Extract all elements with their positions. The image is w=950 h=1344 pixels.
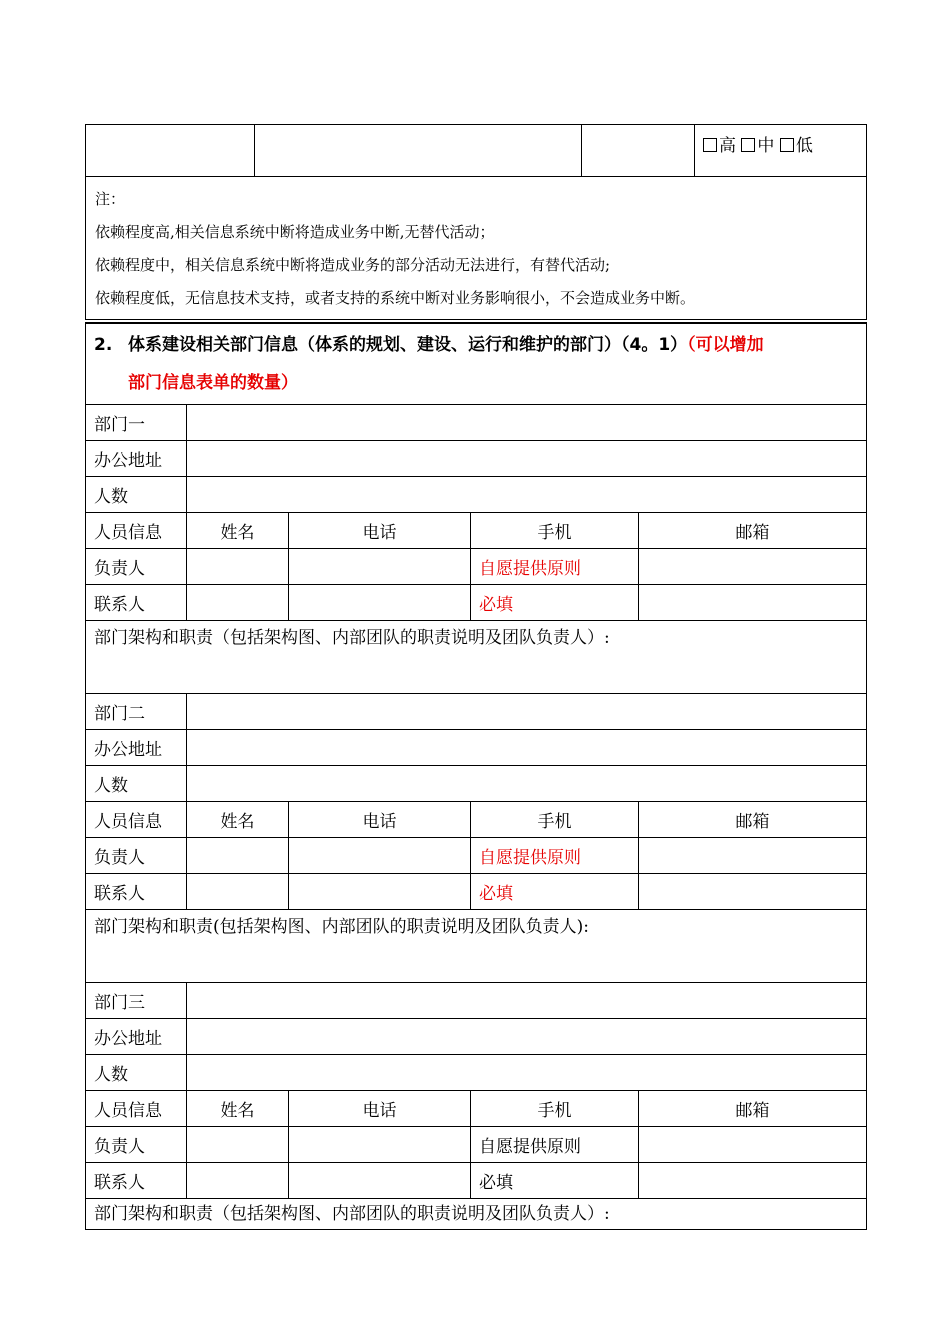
dependency-row (86, 125, 867, 177)
note-low: 依赖程度低，无信息技术支持，或者支持的系统中断对业务影响很小，不会造成业务中断。 (95, 289, 696, 307)
department-block (85, 693, 867, 983)
contact-phone-input[interactable] (289, 1163, 471, 1199)
contact-mobile-note[interactable]: 必填 (471, 874, 639, 910)
contact-label: 联系人 (86, 585, 187, 621)
head-email-input[interactable] (639, 838, 867, 874)
note-mid: 依赖程度中，相关信息系统中断将造成业务的部分活动无法进行，有替代活动; (95, 256, 611, 274)
checkbox-high[interactable] (703, 138, 717, 152)
head-phone-input[interactable] (289, 1127, 471, 1163)
form-sheet (85, 124, 866, 1230)
contact-row (86, 874, 867, 910)
header-email: 邮箱 (639, 802, 867, 838)
head-label: 负责人 (86, 838, 187, 874)
level-high: 高 (719, 136, 736, 156)
header-email: 邮箱 (639, 513, 867, 549)
top-table (85, 124, 867, 323)
contact-email-input[interactable] (639, 585, 867, 621)
department-block (85, 404, 867, 694)
header-email: 邮箱 (639, 1091, 867, 1127)
structure-row (86, 621, 867, 694)
contact-mobile-note[interactable]: 必填 (471, 1163, 639, 1199)
header-name: 姓名 (187, 513, 289, 549)
notes-row (86, 177, 867, 322)
contact-name-input[interactable] (187, 1163, 289, 1199)
dept-address-input[interactable] (187, 730, 867, 766)
section-red-note-2: 部门信息表单的数量） (128, 373, 298, 393)
dept-name-input[interactable] (187, 983, 867, 1019)
head-name-input[interactable] (187, 838, 289, 874)
header-phone: 电话 (289, 513, 471, 549)
note-title: 注： (95, 190, 126, 208)
dept-count-input[interactable] (187, 766, 867, 802)
dept-count-label: 人数 (86, 766, 187, 802)
staff-header-row (86, 802, 867, 838)
structure-label: 部门架构和职责（包括架构图、内部团队的职责说明及团队负责人）: (94, 628, 610, 648)
contact-name-input[interactable] (187, 585, 289, 621)
dept-name-label: 部门二 (86, 694, 187, 730)
head-label: 负责人 (86, 1127, 187, 1163)
head-row (86, 1127, 867, 1163)
contact-phone-input[interactable] (289, 585, 471, 621)
contact-phone-input[interactable] (289, 874, 471, 910)
head-name-input[interactable] (187, 1127, 289, 1163)
section-number: 2. (94, 335, 113, 355)
head-phone-input[interactable] (289, 549, 471, 585)
header-name: 姓名 (187, 1091, 289, 1127)
dept-name-input[interactable] (187, 694, 867, 730)
dept-address-label: 办公地址 (86, 1019, 187, 1055)
section-title: 体系建设相关部门信息（体系的规划、建设、运行和维护的部门）（4。1） (128, 335, 688, 355)
dept-name-label: 部门三 (86, 983, 187, 1019)
dept-address-input[interactable] (187, 1019, 867, 1055)
contact-email-input[interactable] (639, 874, 867, 910)
checkbox-mid[interactable] (741, 138, 755, 152)
structure-field[interactable] (86, 621, 867, 694)
head-row (86, 549, 867, 585)
header-staff-info: 人员信息 (86, 802, 187, 838)
dept-address-input[interactable] (187, 441, 867, 477)
head-email-input[interactable] (639, 1127, 867, 1163)
contact-row (86, 1163, 867, 1199)
empty-cell[interactable] (255, 125, 582, 177)
dept-count-label: 人数 (86, 1055, 187, 1091)
contact-mobile-note[interactable]: 必填 (471, 585, 639, 621)
level-mid: 中 (757, 136, 775, 156)
header-mobile: 手机 (471, 802, 639, 838)
head-row (86, 838, 867, 874)
dept-name-label: 部门一 (86, 405, 187, 441)
dept-count-input[interactable] (187, 1055, 867, 1091)
dept-address-label: 办公地址 (86, 730, 187, 766)
dept-name-input[interactable] (187, 405, 867, 441)
contact-label: 联系人 (86, 1163, 187, 1199)
structure-label: 部门架构和职责(包括架构图、内部团队的职责说明及团队负责人): (94, 917, 589, 937)
header-name: 姓名 (187, 802, 289, 838)
header-phone: 电话 (289, 1091, 471, 1127)
department-block (85, 982, 867, 1230)
structure-label: 部门架构和职责（包括架构图、内部团队的职责说明及团队负责人）: (94, 1204, 610, 1224)
head-name-input[interactable] (187, 549, 289, 585)
contact-label: 联系人 (86, 874, 187, 910)
header-staff-info: 人员信息 (86, 1091, 187, 1127)
empty-cell[interactable] (582, 125, 695, 177)
section-red-note-1: （可以增加 (687, 335, 764, 355)
structure-field[interactable] (86, 1199, 867, 1230)
contact-row (86, 585, 867, 621)
staff-header-row (86, 1091, 867, 1127)
departments-container (85, 404, 866, 1230)
dept-address-label: 办公地址 (86, 441, 187, 477)
structure-field[interactable] (86, 910, 867, 983)
dept-count-input[interactable] (187, 477, 867, 513)
section-heading (86, 324, 867, 405)
structure-row (86, 910, 867, 983)
section-heading-row (86, 324, 867, 405)
checkbox-low[interactable] (780, 138, 794, 152)
header-phone: 电话 (289, 802, 471, 838)
contact-name-input[interactable] (187, 874, 289, 910)
level-low: 低 (795, 136, 813, 156)
head-label: 负责人 (86, 549, 187, 585)
note-high: 依赖程度高,相关信息系统中断将造成业务中断,无替代活动； (95, 223, 495, 241)
notes-cell (86, 177, 867, 322)
department-table (85, 323, 867, 405)
head-mobile-note[interactable]: 自愿提供原则 (471, 838, 639, 874)
dept-count-label: 人数 (86, 477, 187, 513)
head-mobile-note[interactable]: 自愿提供原则 (471, 1127, 639, 1163)
head-mobile-note[interactable]: 自愿提供原则 (471, 549, 639, 585)
head-email-input[interactable] (639, 549, 867, 585)
header-mobile: 手机 (471, 1091, 639, 1127)
header-mobile: 手机 (471, 513, 639, 549)
empty-cell[interactable] (86, 125, 255, 177)
header-staff-info: 人员信息 (86, 513, 187, 549)
staff-header-row (86, 513, 867, 549)
contact-email-input[interactable] (639, 1163, 867, 1199)
head-phone-input[interactable] (289, 838, 471, 874)
dependency-level-cell (695, 125, 867, 177)
structure-row (86, 1199, 867, 1230)
